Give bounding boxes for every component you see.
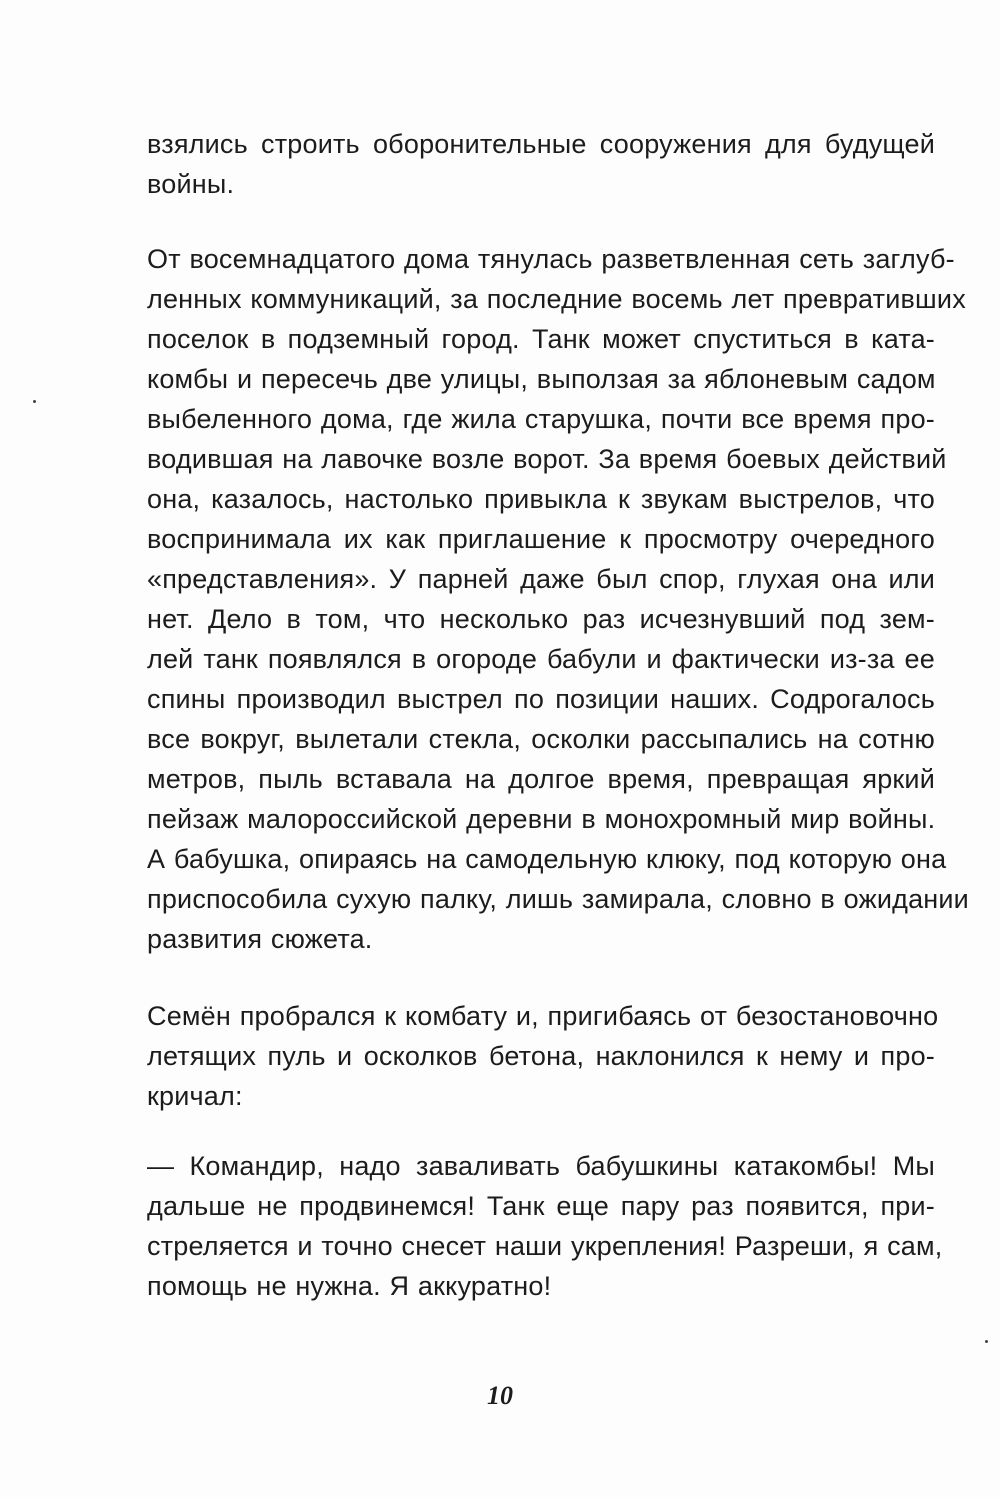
text-line: кричал: — [147, 1081, 243, 1111]
text-line: развития сюжета. — [147, 924, 373, 954]
text-line: стреляется и точно снесет наши укрепления! Разреши, я сам, — [147, 1231, 943, 1261]
text-line: комбы и пересечь две улицы, выползая за яблоневым садом — [147, 364, 936, 394]
text-line: ленных коммуникаций, за последние восемь лет превративших — [147, 284, 966, 314]
paragraph-4 — [147, 1146, 943, 1306]
paragraph-2 — [147, 239, 969, 959]
text-line: метров, пыль вставала на долгое время, превращая яркий — [147, 764, 935, 794]
text-line: взялись строить оборонительные сооружения для будущей — [147, 129, 935, 159]
text-line: пейзаж малороссийской деревни в монохромный мир войны. — [147, 804, 936, 834]
text-line: спины производил выстрел по позиции наших. Содрогалось — [147, 684, 935, 714]
text-line: выбеленного дома, где жила старушка, почти все время про- — [147, 404, 935, 434]
text-line: все вокруг, вылетали стекла, осколки рассыпались на сотню — [147, 724, 935, 754]
text-line: летящих пуль и осколков бетона, наклонился к нему и про- — [147, 1041, 935, 1071]
text-line: — Командир, надо заваливать бабушкины катакомбы! Мы — [147, 1151, 935, 1181]
text-line: она, казалось, настолько привыкла к звукам выстрелов, что — [147, 484, 935, 514]
text-line: помощь не нужна. Я аккуратно! — [147, 1271, 552, 1301]
text-line: воспринимала их как приглашение к просмотру очередного — [147, 524, 935, 554]
text-line: лей танк появлялся в огороде бабули и фактически из-за ее — [147, 644, 935, 674]
scan-speck — [33, 400, 36, 403]
paragraph-1 — [147, 124, 935, 204]
text-line: дальше не продвинемся! Танк еще пару раз появится, при- — [147, 1191, 935, 1221]
text-line: «представления». У парней даже был спор, глухая она или — [147, 564, 935, 594]
paragraph-3 — [147, 996, 939, 1116]
text-line: От восемнадцатого дома тянулась разветвленная сеть заглуб- — [147, 244, 955, 274]
text-line: Семён пробрался к комбату и, пригибаясь от безостановочно — [147, 1001, 939, 1031]
text-line: А бабушка, опираясь на самодельную клюку, под которую она — [147, 844, 947, 874]
text-line: нет. Дело в том, что несколько раз исчезнувший под зем- — [147, 604, 935, 634]
text-line: водившая на лавочке возле ворот. За время боевых действий — [147, 444, 947, 474]
scan-speck — [985, 1340, 988, 1343]
text-line: приспособила сухую палку, лишь замирала, словно в ожидании — [147, 884, 969, 914]
text-line: поселок в подземный город. Танк может спуститься в ката- — [147, 324, 935, 354]
page-number: 10 — [487, 1381, 513, 1410]
text-line: войны. — [147, 169, 235, 199]
